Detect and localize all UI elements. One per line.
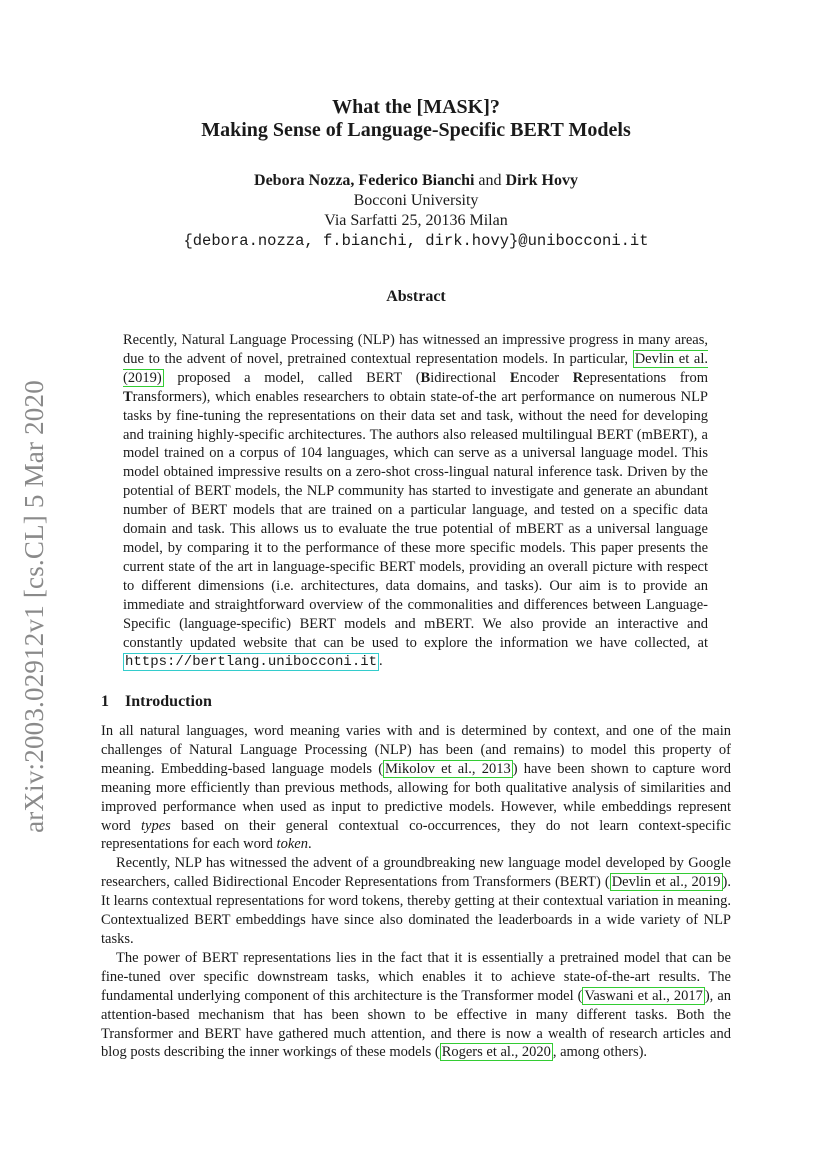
abstract-text-5: epresentations from xyxy=(583,369,708,386)
para2-text-2: ). It learns contextual representations for word tokens, thereby getting at their contextual variation in meaning. Contextualized BERT embeddings have since also dominated the leaderboards in a wide variety of NLP tasks. xyxy=(101,874,731,947)
paragraph-3 xyxy=(101,949,731,1062)
abstract-text-3: idirectional xyxy=(430,369,510,386)
address: Via Sarfatti 25, 20136 Milan xyxy=(324,212,508,229)
website-link[interactable]: https://bertlang.unibocconi.it xyxy=(125,654,378,671)
affiliation: Bocconi University xyxy=(353,192,479,209)
author-emails: {debora.nozza, f.bianchi, dirk.hovy}@unibocconi.it xyxy=(183,232,649,250)
abstract-text-4: ncoder xyxy=(519,369,573,386)
acronym-letter-e: E xyxy=(509,369,520,386)
paper-title xyxy=(100,96,732,142)
abstract-text-6: ransformers), which enables researchers to obtain state-of-the art performance on numerous NLP tasks by fine-tuning the representations on their data set and task, without the need for developing and training highly-specific architectures. The authors also released multilingual BERT (mBERT), a model trained on a corpus of 104 languages, which can serve as a universal language model. This model obtained impressive results on a zero-shot cross-lingual natural inference task. Driven by the potential of BERT models, the NLP community has started to investigate and generate an abundant number of BERT models that are trained on a particular language, and tested on a specific data domain and task. This allows us to evaluate the true potential of mBERT as a universal language model, by comparing it to the performance of these more specific models. This paper presents the current state of the art in language-specific BERT models, providing an overall picture with respect to different dimensions (i.e. architectures, data domains, and tasks). Our aim is to provide an immediate and straightforward overview of the commonalities and differences between Language-Specific (language-specific) BERT models and mBERT. We also provide an interactive and constantly updated website that can be used to explore the information we have collected, at xyxy=(123,388,708,651)
abstract-heading: Abstract xyxy=(386,288,446,305)
para3-text-2: ), an attention-based mechanism that has been shown to be effective in many different tasks. Both the Transformer and BERT have gathered much attention, and there is now a wealth of research articles and blog posts describing the inner workings of these models ( xyxy=(101,987,731,1061)
section-title: Introduction xyxy=(125,693,212,710)
para3-text-1: The power of BERT representations lies in the fact that it is essentially a pretrained model that can be fine-tuned over specific downstream tasks, which enables it to achieve state-of-the-art results. The fundamental underlying component of this architecture is the Transformer model ( xyxy=(101,949,731,1004)
author-list xyxy=(100,171,732,191)
author-group-1: Debora Nozza, Federico Bianchi xyxy=(254,172,475,189)
para2-text-1: Recently, NLP has witnessed the advent of a groundbreaking new language model developed by Google researchers, called Bidirectional Encoder Representations from Transformers (BERT) ( xyxy=(101,855,731,891)
citation-link-mikolov-2013[interactable]: Mikolov et al., 2013 xyxy=(385,760,511,777)
citation-link-rogers-2020[interactable]: Rogers et al., 2020 xyxy=(441,1044,551,1061)
title-line-1: What the [MASK]? xyxy=(332,96,500,118)
section-heading-introduction xyxy=(101,693,212,711)
acronym-letter-r: R xyxy=(572,369,584,386)
arxiv-stamp-text: arXiv:2003.02912v1 [cs.CL] 5 Mar 2020 xyxy=(18,379,49,833)
para1-text-1: In all natural languages, word meaning varies with and is determined by context, and one of the main challenges of Natural Language Processing (NLP) has been (and remains) to model this property of meaning. Embedding-based language models ( xyxy=(101,723,731,777)
author-conjunction: and xyxy=(478,172,502,189)
author-group-2: Dirk Hovy xyxy=(505,172,578,189)
abstract-text-2: proposed a model, called BERT ( xyxy=(163,369,421,386)
citation-link-vaswani-2017[interactable]: Vaswani et al., 2017 xyxy=(584,987,703,1004)
title-line-2: Making Sense of Language-Specific BERT Models xyxy=(201,119,631,141)
paragraph-1 xyxy=(101,722,731,854)
acronym-letter-b: B xyxy=(420,369,431,386)
para1-text-2: ) have been shown to capture word meaning more efficiently than previous methods, allowing for both qualitative analysis of similarities and improved performance when used as input to predictive models. However, while embeddings represent word xyxy=(101,760,731,834)
abstract-text-end: . xyxy=(379,653,383,670)
para3-text-3: , among others). xyxy=(552,1044,648,1061)
para1-emphasis-types: types xyxy=(141,817,171,834)
para1-text-3: based on their general contextual co-occurrences, they do not learn context-specific representations for each word xyxy=(101,817,731,853)
acronym-letter-t: T xyxy=(123,388,133,405)
paper-header xyxy=(100,96,732,251)
section-number: 1 xyxy=(101,693,109,710)
paragraph-2 xyxy=(101,854,731,949)
para1-emphasis-token: token xyxy=(276,836,308,853)
introduction-body xyxy=(101,722,731,1062)
abstract-body xyxy=(123,331,708,672)
para1-text-4: . xyxy=(307,836,312,853)
abstract-text-1: Recently, Natural Language Processing (NLP) has witnessed an impressive progress in many areas, due to the advent of novel, pretrained contextual representation models. In particular, xyxy=(123,332,708,367)
citation-link-devlin-2019[interactable]: Devlin et al. (2019) xyxy=(123,350,708,386)
arxiv-stamp xyxy=(14,368,54,844)
citation-link-devlin-2019-intro[interactable]: Devlin et al., 2019 xyxy=(611,874,721,891)
